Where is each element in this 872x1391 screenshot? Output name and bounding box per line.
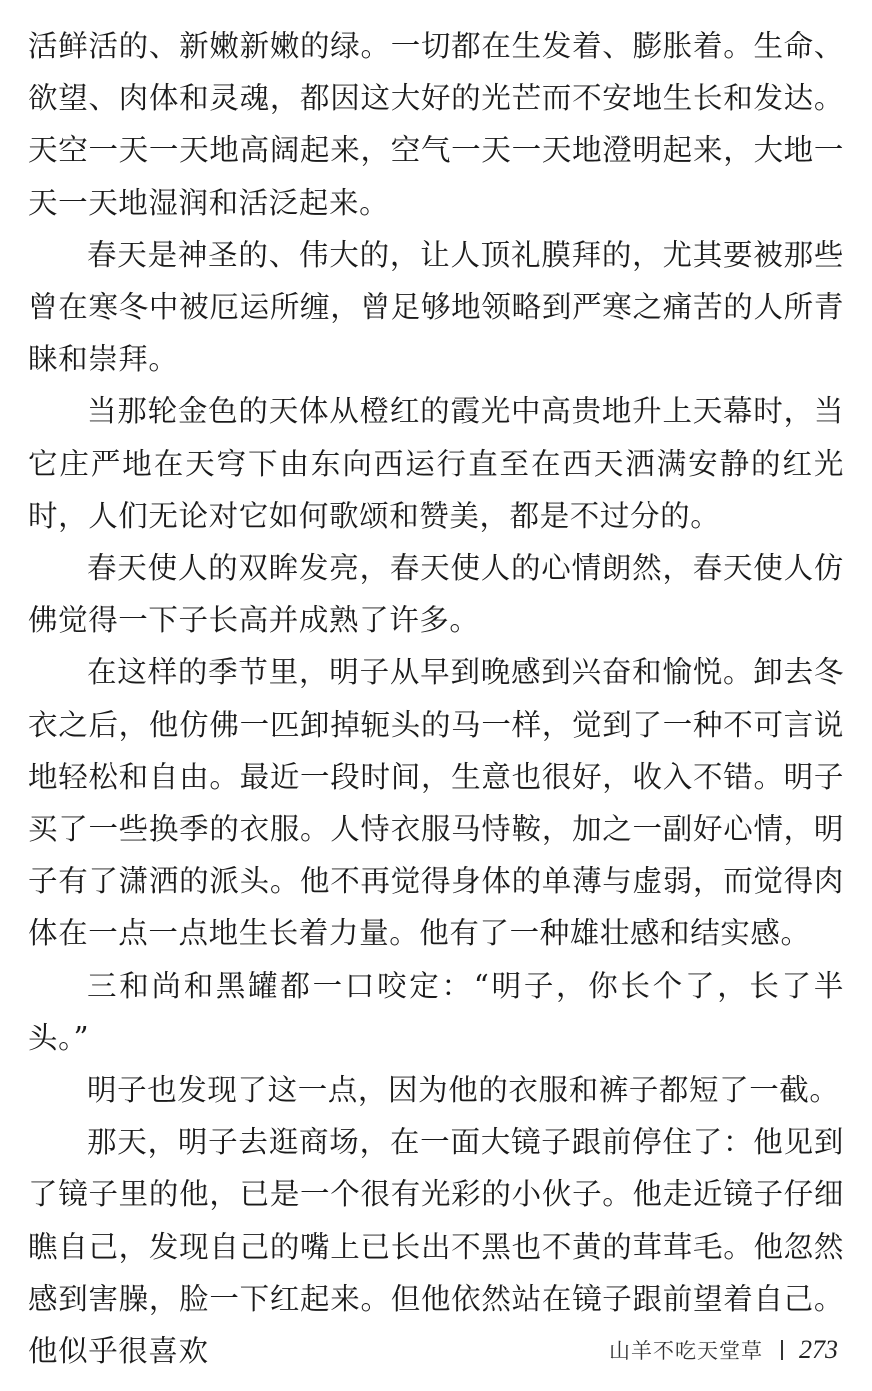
paragraph: 三和尚和黑罐都一口咬定：“明子，你长个了，长了半头。” <box>28 968 844 1055</box>
paragraph: 在这样的季节里，明子从早到晚感到兴奋和愉悦。卸去冬衣之后，他仿佛一匹卸掉轭头的马一样，觉到了一种不可言说地轻松和自由。最近一段时间，生意也很好，收入不错。明子买了一些换季的衣服。人恃衣服马恃鞍，加之一副好心情，明子有了潇洒的派头。他不再觉得身体的单薄与虚弱，而觉得肉体在一点一点地生长着力量。他有了一种雄壮感和结实感。 <box>28 655 844 951</box>
paragraph: 春天使人的双眸发亮，春天使人的心情朗然，春天使人仿佛觉得一下子长高并成熟了许多。 <box>28 551 844 638</box>
paragraph-continued: 活鲜活的、新嫩新嫩的绿。一切都在生发着、膨胀着。生命、欲望、肉体和灵魂，都因这大好的光芒而不安地生长和发达。天空一天一天地高阔起来，空气一天一天地澄明起来，大地一天一天地湿润和活泛起来。 <box>28 29 844 220</box>
body-text <box>28 20 844 1377</box>
paragraph: 那天，明子去逛商场，在一面大镜子跟前停住了：他见到了镜子里的他，已是一个很有光彩的小伙子。他走近镜子仔细瞧自己，发现自己的嘴上已长出不黑也不黄的茸茸毛。他忽然感到害臊，脸一下红起来。但他依然站在镜子跟前望着自己。他似乎很喜欢 <box>28 1125 844 1369</box>
paragraph: 春天是神圣的、伟大的，让人顶礼膜拜的，尤其要被那些曾在寒冬中被厄运所缠，曾足够地领略到严寒之痛苦的人所青睐和崇拜。 <box>28 237 844 377</box>
page-footer <box>609 1328 838 1372</box>
paragraph: 当那轮金色的天体从橙红的霞光中高贵地升上天幕时，当它庄严地在天穹下由东向西运行直至在西天洒满安静的红光时，人们无论对它如何歌颂和赞美，都是不过分的。 <box>28 394 844 533</box>
page-number: 273 <box>799 1335 838 1364</box>
paragraph: 明子也发现了这一点，因为他的衣服和裤子都短了一截。 <box>87 1073 840 1108</box>
footer-divider <box>781 1340 783 1360</box>
running-title: 山羊不吃天堂草 <box>609 1339 763 1363</box>
